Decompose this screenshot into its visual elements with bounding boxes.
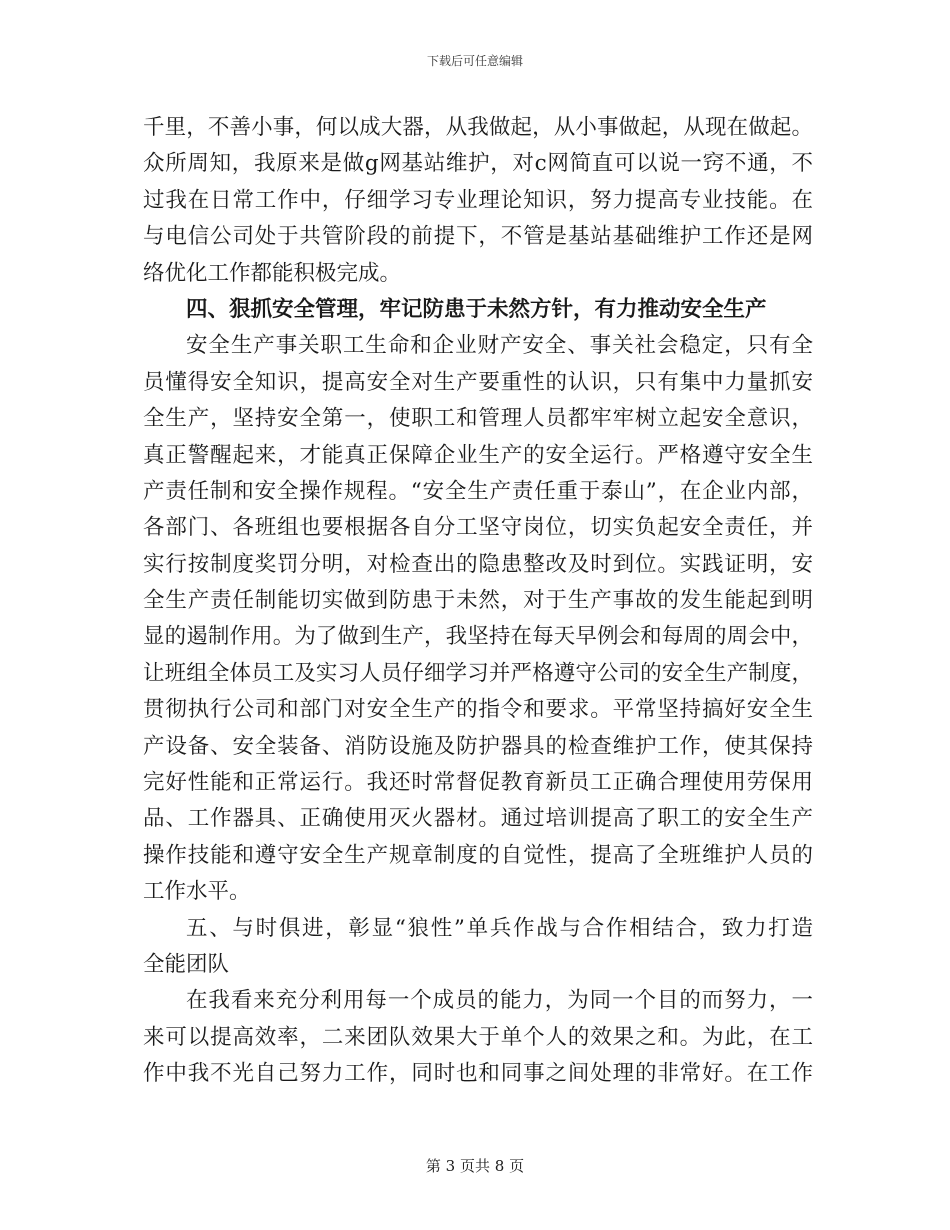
text-line: 千里，不善小事，何以成大器，从我做起，从小事做起，从现在做起。 [143,115,813,140]
text-line: 员懂得安全知识，提高安全对生产要重性的认识，只有集中力量抓安 [143,369,813,395]
text-line: 产责任制和安全操作规程。“安全生产责任重于泰山”，在企业内部， [143,478,813,504]
text-line: 品、工作器具、正确使用灭火器材。通过培训提高了职工的安全生产 [143,806,813,832]
text-line: 安全生产事关职工生命和企业财产安全、事关社会稳定，只有全 [186,333,813,359]
text-line: 贯彻执行公司和部门对安全生产的指令和要求。平常坚持搞好安全生 [143,697,813,723]
text-line: 络优化工作都能积极完成。 [143,260,402,286]
text-line: 来可以提高效率，二来团队效果大于单个人的效果之和。为此，在工 [143,1024,813,1050]
text-line: 操作技能和遵守安全生产规章制度的自觉性，提高了全班维护人员的 [143,842,813,868]
section-heading: 四、狠抓安全管理，牢记防患于未然方针，有力推动安全生产 [186,296,767,322]
text-line: 工作水平。 [143,879,251,905]
page-header: 下载后可任意编辑 [426,54,523,68]
text-line: 实行按制度奖罚分明，对检查出的隐患整改及时到位。实践证明，安 [143,551,813,577]
section-heading: 全能团队 [143,951,230,977]
text-line: 全生产责任制能切实做到防患于未然，对于生产事故的发生能起到明 [143,588,813,614]
text-line: 产设备、安全装备、消防设施及防护器具的检查维护工作，使其保持 [143,733,813,759]
text-line: 过我在日常工作中，仔细学习专业理论知识，努力提高专业技能。在 [143,187,813,213]
text-line: 全生产，坚持安全第一，使职工和管理人员都牢牢树立起安全意识， [143,406,813,432]
page-number: 第 3 页共 8 页 [425,1157,525,1175]
text-line: 作中我不光自己努力工作，同时也和同事之间处理的非常好。在工作 [143,1061,813,1087]
text-line: 在我看来充分利用每一个成员的能力，为同一个目的而努力，一 [186,988,813,1014]
document-body [143,110,813,1093]
text-line: 完好性能和正常运行。我还时常督促教育新员工正确合理使用劳保用 [143,770,813,796]
text-line: 与电信公司处于共管阶段的前提下，不管是基站基础维护工作还是网 [143,224,813,250]
section-heading: 五、与时俱进，彰显“狼性”单兵作战与合作相结合，致力打造 [186,915,813,941]
text-line: 真正警醒起来，才能真正保障企业生产的安全运行。严格遵守安全生 [143,442,813,468]
text-line: 显的遏制作用。为了做到生产，我坚持在每天早例会和每周的周会中， [143,624,813,650]
text-line: 众所周知，我原来是做g网基站维护，对c网简直可以说一窍不通，不 [143,151,813,177]
text-line: 让班组全体员工及实习人员仔细学习并严格遵守公司的安全生产制度， [143,660,813,686]
text-line: 各部门、各班组也要根据各自分工坚守岗位，切实负起安全责任，并 [143,515,813,541]
